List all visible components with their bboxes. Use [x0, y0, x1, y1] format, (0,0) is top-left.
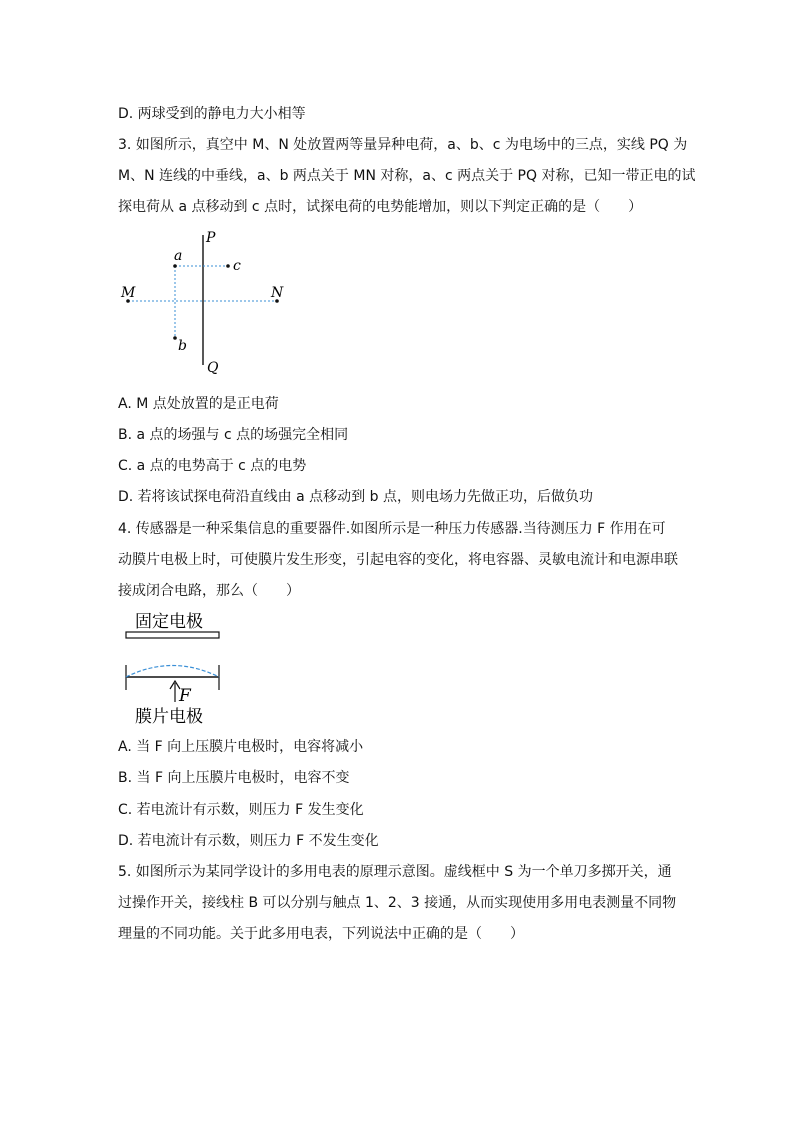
label-a: a	[174, 248, 183, 264]
point-a	[173, 264, 177, 268]
option-a-q4: A. 当 F 向上压膜片电极时，电容将减小	[118, 739, 364, 755]
force-label: F	[179, 686, 191, 706]
question-4-line-1: 4. 传感器是一种采集信息的重要器件.如图所示是一种压力传感器.当待测压力 F 作用在可	[118, 521, 666, 537]
label-n: N	[271, 285, 284, 301]
question-4-line-2: 动膜片电极上时，可使膜片发生形变，引起电容的变化，将电容器、灵敏电流计和电源串联	[118, 552, 678, 568]
point-c	[226, 264, 230, 268]
option-c-q4: C. 若电流计有示数，则压力 F 发生变化	[118, 802, 364, 818]
field-points-diagram	[115, 225, 300, 380]
question-3-line-1: 3. 如图所示，真空中 M、N 处放置两等量异种电荷，a、b、c 为电场中的三点，实线 PQ 为	[118, 137, 688, 153]
question-5-line-1: 5. 如图所示为某同学设计的多用电表的原理示意图。虚线框中 S 为一个单刀多掷开关，通	[118, 864, 672, 880]
pressure-sensor-diagram	[115, 605, 235, 730]
option-d-q3: D. 若将该试探电荷沿直线由 a 点移动到 b 点，则电场力先做正功，后做负功	[118, 489, 593, 505]
fixed-electrode-plate	[126, 632, 219, 638]
question-3-line-3: 探电荷从 a 点移动到 c 点时，试探电荷的电势能增加，则以下判定正确的是（ ）	[118, 199, 643, 215]
question-3-line-2: M、N 连线的中垂线，a、b 两点关于 MN 对称，a、c 两点关于 PQ 对称，已知一带正电的试	[118, 168, 696, 184]
membrane-electrode-label: 膜片电极	[135, 707, 203, 727]
label-q: Q	[207, 360, 219, 376]
label-b: b	[178, 338, 187, 354]
point-b	[173, 336, 177, 340]
label-p: P	[206, 230, 216, 246]
question-5-line-2: 过操作开关，接线柱 B 可以分别与触点 1、2、3 接通，从而实现使用多用电表测量不同物	[118, 895, 677, 911]
label-m: M	[121, 285, 136, 301]
deformed-membrane	[126, 666, 219, 678]
question-4-line-3: 接成闭合电路，那么（ ）	[118, 583, 300, 599]
label-c: c	[233, 258, 241, 274]
option-b-q4: B. 当 F 向上压膜片电极时，电容不变	[118, 770, 350, 786]
option-d-q4: D. 若电流计有示数，则压力 F 不发生变化	[118, 833, 379, 849]
option-d-q2: D. 两球受到的静电力大小相等	[118, 106, 306, 122]
option-b-q3: B. a 点的场强与 c 点的场强完全相同	[118, 427, 349, 443]
fixed-electrode-label: 固定电极	[135, 612, 203, 632]
option-a-q3: A. M 点处放置的是正电荷	[118, 396, 279, 412]
option-c-q3: C. a 点的电势高于 c 点的电势	[118, 458, 307, 474]
question-5-line-3: 理量的不同功能。关于此多用电表，下列说法中正确的是（ ）	[118, 926, 524, 942]
